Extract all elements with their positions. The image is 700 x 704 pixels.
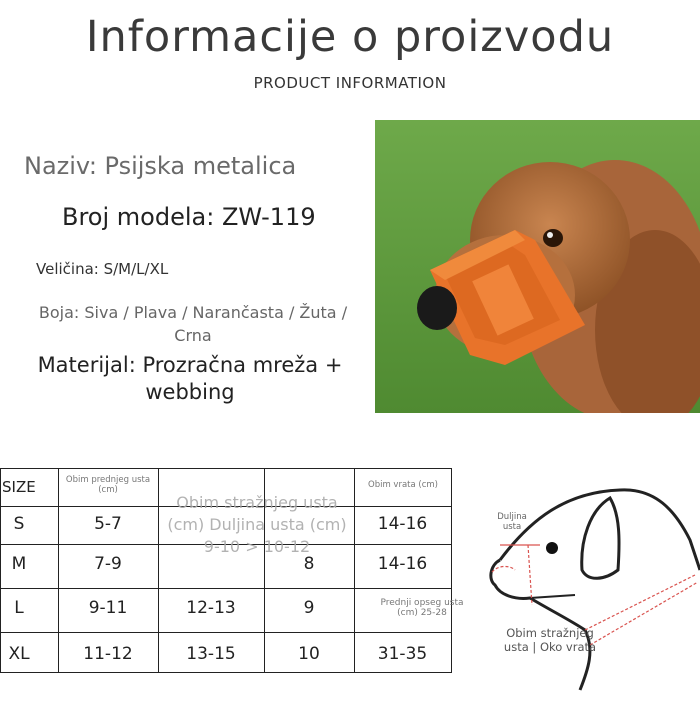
table-cell: L [14, 598, 24, 618]
table-overlay-note: Obim stražnjeg usta (cm) Duljina usta (cm) 9-10 > 10-12 [167, 493, 347, 556]
table-cell: 11-12 [83, 644, 133, 664]
table-cell: 14-16 [377, 514, 428, 534]
table-header-neck-girth: Obim vrata (cm) [368, 480, 438, 490]
table-cell: 14-16 [377, 554, 428, 574]
product-name: Naziv: Psijska metalica [24, 152, 297, 180]
dog-measurement-diagram [470, 470, 700, 700]
diagram-length-label: Duljina usta [497, 512, 527, 532]
page-subtitle: PRODUCT INFORMATION [253, 74, 447, 92]
product-material: Materijal: Prozračna mreža + webbing [37, 353, 343, 404]
table-header-size: SIZE [2, 478, 36, 496]
table-cell: 12-13 [186, 598, 236, 618]
product-size: Veličina: S/M/L/XL [36, 260, 169, 278]
diagram-bottom-label: Obim stražnjeg usta | Oko vrata [503, 626, 597, 654]
table-cell: 31-35 [377, 644, 428, 664]
table-cell: 13-15 [186, 644, 236, 664]
page-title: Informacije o proizvodu [85, 12, 615, 62]
dog-muzzle-photo [375, 120, 700, 413]
table-cell: XL [8, 644, 30, 664]
table-cell: S [13, 514, 25, 534]
table-cell: 9 [303, 598, 315, 618]
table-cell: 5-7 [94, 514, 122, 534]
table-cell: 7-9 [94, 554, 122, 574]
product-model: Broj modela: ZW-119 [62, 203, 316, 231]
table-cell: 10 [298, 644, 320, 664]
table-cell: 8 [303, 554, 315, 574]
table-header-front-girth: Obim prednjeg usta (cm) [65, 475, 151, 495]
product-color: Boja: Siva / Plava / Narančasta / Žuta / Crna [38, 303, 348, 345]
table-cell: M [11, 554, 27, 574]
table-cell: 9-11 [88, 598, 128, 618]
table-note-front-girth: Prednji opseg usta (cm) 25-28 [380, 598, 464, 618]
